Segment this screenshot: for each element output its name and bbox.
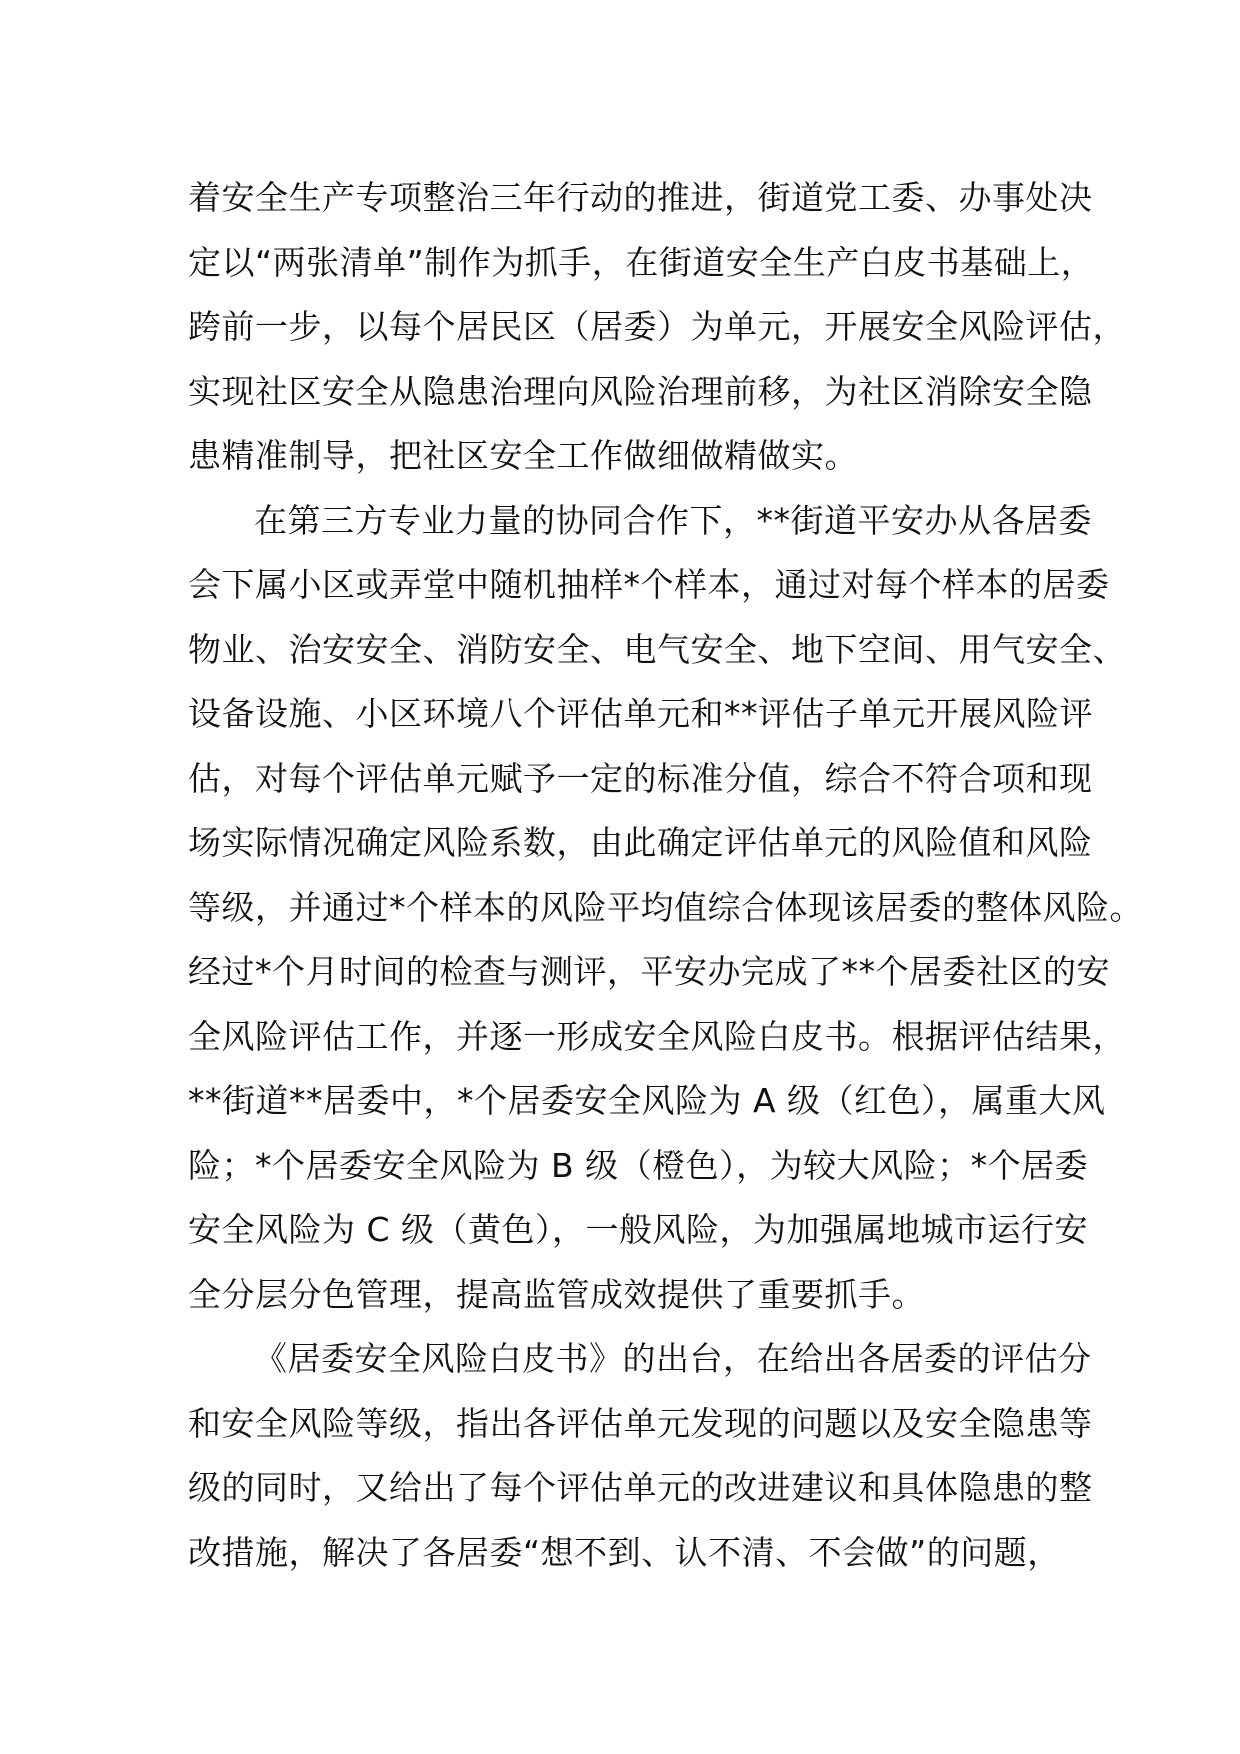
- text-line: 估，对每个评估单元赋予一定的标准分值，综合不符合项和现: [188, 758, 1093, 798]
- text-line: 跨前一步，以每个居民区（居委）为单元，开展安全风险评估，: [188, 307, 1126, 346]
- text-line: 设备设施、小区环境八个评估单元和**评估子单元开展风险评: [188, 694, 1093, 733]
- text-line: 会下属小区或弄堂中随机抽样*个样本，通过对每个样本的居委: [188, 565, 1110, 604]
- text-line: 和安全风险等级，指出各评估单元发现的问题以及安全隐患等: [188, 1403, 1093, 1443]
- text-line: 场实际情况确定风险系数，由此确定评估单元的风险值和风险: [188, 823, 1093, 862]
- text-line: 全分层分色管理，提高监管成效提供了重要抓手。: [188, 1274, 925, 1314]
- text-line: 安全风险为 C 级（黄色），一般风险，为加强属地城市运行安: [188, 1210, 1089, 1249]
- text-line: 着安全生产专项整治三年行动的推进，街道党工委、办事处决: [188, 178, 1093, 217]
- text-line: 定以“两张清单”制作为抓手，在街道安全生产白皮书基础上，: [188, 242, 1095, 282]
- paragraph-start-line: 在第三方专业力量的协同合作下，**街道平安办从各居委: [254, 500, 1092, 540]
- text-line: 级的同时，又给出了每个评估单元的改进建议和具体隐患的整: [188, 1468, 1093, 1507]
- text-line: 经过*个月时间的检查与测评，平安办完成了**个居委社区的安: [188, 952, 1110, 991]
- text-line: 险；*个居委安全风险为 B 级（橙色），为较大风险；*个居委: [188, 1145, 1089, 1185]
- text-line: 改措施，解决了各居委“想不到、认不清、不会做”的问题，: [188, 1532, 1061, 1572]
- paragraph-start-line: 《居委安全风险白皮书》的出台，在给出各居委的评估分: [254, 1339, 1092, 1378]
- text-line: 全风险评估工作，并逐一形成安全风险白皮书。根据评估结果，: [188, 1016, 1126, 1056]
- text-line: 等级，并通过*个样本的风险平均值综合体现该居委的整体风险。: [188, 887, 1143, 927]
- body-text: [188, 166, 1143, 1585]
- text-line: 实现社区安全从隐患治理向风险治理前移，为社区消除安全隐: [188, 371, 1093, 411]
- text-line: 物业、治安安全、消防安全、电气安全、地下空间、用气安全、: [188, 629, 1126, 669]
- text-line: **街道**居委中，*个居委安全风险为 A 级（红色），属重大风: [188, 1081, 1106, 1120]
- text-line: 患精准制导，把社区安全工作做细做精做实。: [188, 436, 858, 475]
